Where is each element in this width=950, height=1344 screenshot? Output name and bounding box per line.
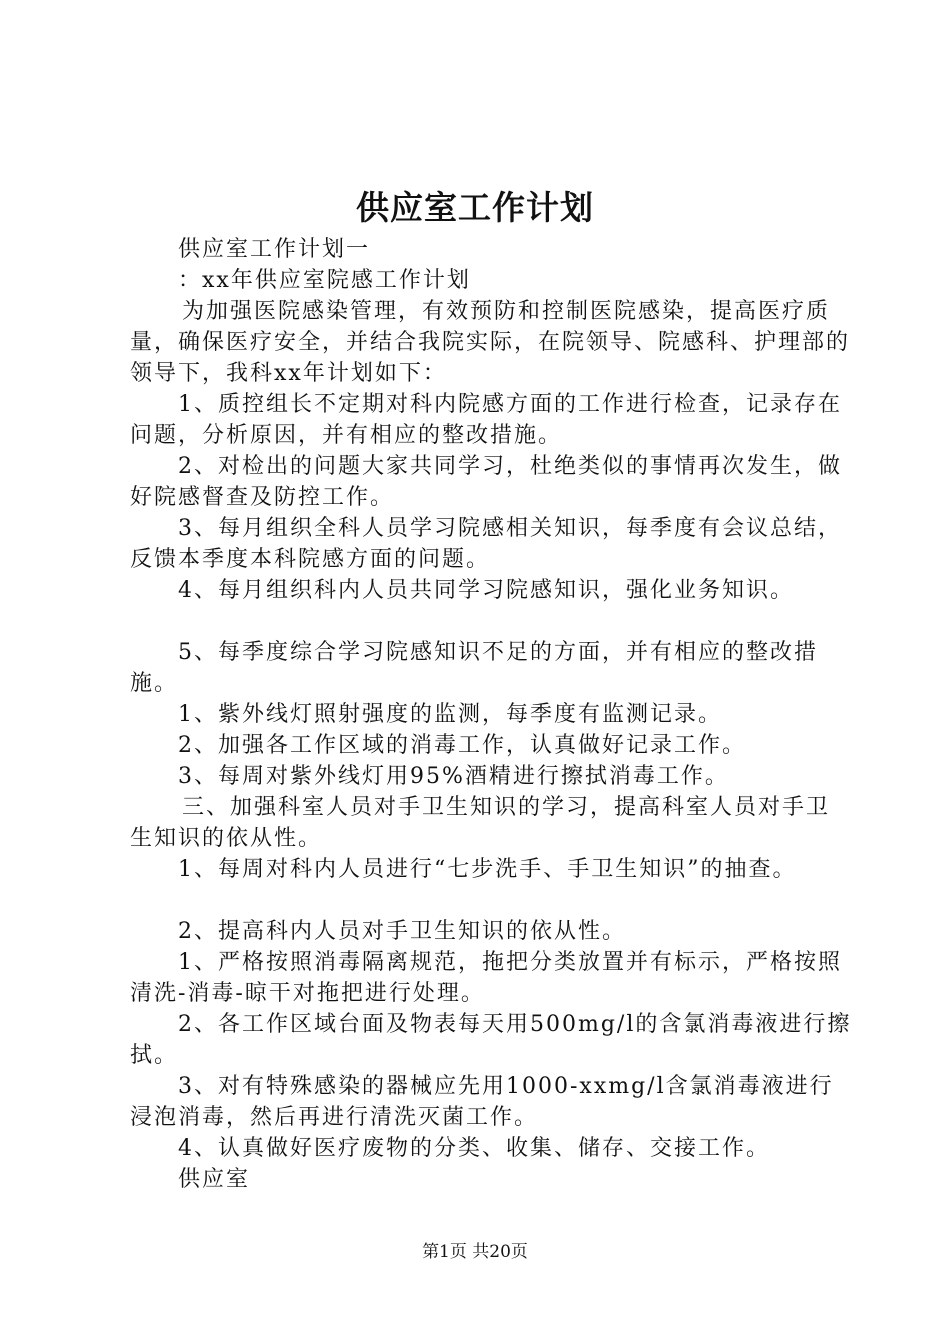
document-body	[130, 234, 852, 1195]
paragraph-item: 4、认真做好医疗废物的分类、收集、储存、交接工作。	[178, 1136, 770, 1161]
paragraph-item: 3、对有特殊感染的器械应先用1000-xxmg/l含氯消毒液进行浸泡消毒，然后再进行清洗灭菌工作。	[130, 1074, 834, 1130]
paragraph-item: 2、各工作区域台面及物表每天用500mg/l的含氯消毒液进行擦拭。	[130, 1012, 852, 1068]
paragraph-item: 1、质控组长不定期对科内院感方面的工作进行检查，记录存在问题，分析原因，并有相应的整改措施。	[130, 392, 842, 448]
paragraph-section-heading: 供应室工作计划一	[178, 237, 371, 262]
paragraph-item: 1、紫外线灯照射强度的监测，每季度有监测记录。	[178, 702, 722, 727]
document-title: 供应室工作计划	[356, 188, 594, 227]
paragraph-intro: 为加强医院感染管理，有效预防和控制医院感染，提高医疗质量，确保医疗安全，并结合我院实际，在院领导、院感科、护理部的领导下，我科xx年计划如下：	[130, 299, 851, 386]
paragraph-item: 2、加强各工作区域的消毒工作，认真做好记录工作。	[178, 733, 746, 758]
paragraph-item: 4、每月组织科内人员共同学习院感知识，强化业务知识。	[178, 578, 794, 603]
paragraph-item: 3、每周对紫外线灯用95%酒精进行擦拭消毒工作。	[178, 764, 729, 789]
paragraph-item: 5、每季度综合学习院感知识不足的方面，并有相应的整改措施。	[130, 640, 818, 696]
paragraph-item: 3、每月组织全科人员学习院感相关知识，每季度有会议总结，反馈本季度本科院感方面的问题。	[130, 516, 842, 572]
paragraph-item: 1、每周对科内人员进行“七步洗手、手卫生知识”的抽查。	[178, 857, 797, 882]
paragraph-item: 2、提高科内人员对手卫生知识的依从性。	[178, 919, 626, 944]
paragraph-item: 1、严格按照消毒隔离规范，拖把分类放置并有标示，严格按照清洗-消毒-晾干对拖把进行处理。	[130, 950, 842, 1006]
paragraph-section: 三、加强科室人员对手卫生知识的学习，提高科室人员对手卫生知识的依从性。	[130, 795, 831, 851]
paragraph-signature: 供应室	[178, 1167, 251, 1192]
page-footer: 第1页 共20页	[422, 1242, 528, 1262]
paragraph-item: 2、对检出的问题大家共同学习，杜绝类似的事情再次发生，做好院感督查及防控工作。	[130, 454, 842, 510]
paragraph-subtitle: ：xx年供应室院感工作计划	[178, 268, 471, 293]
